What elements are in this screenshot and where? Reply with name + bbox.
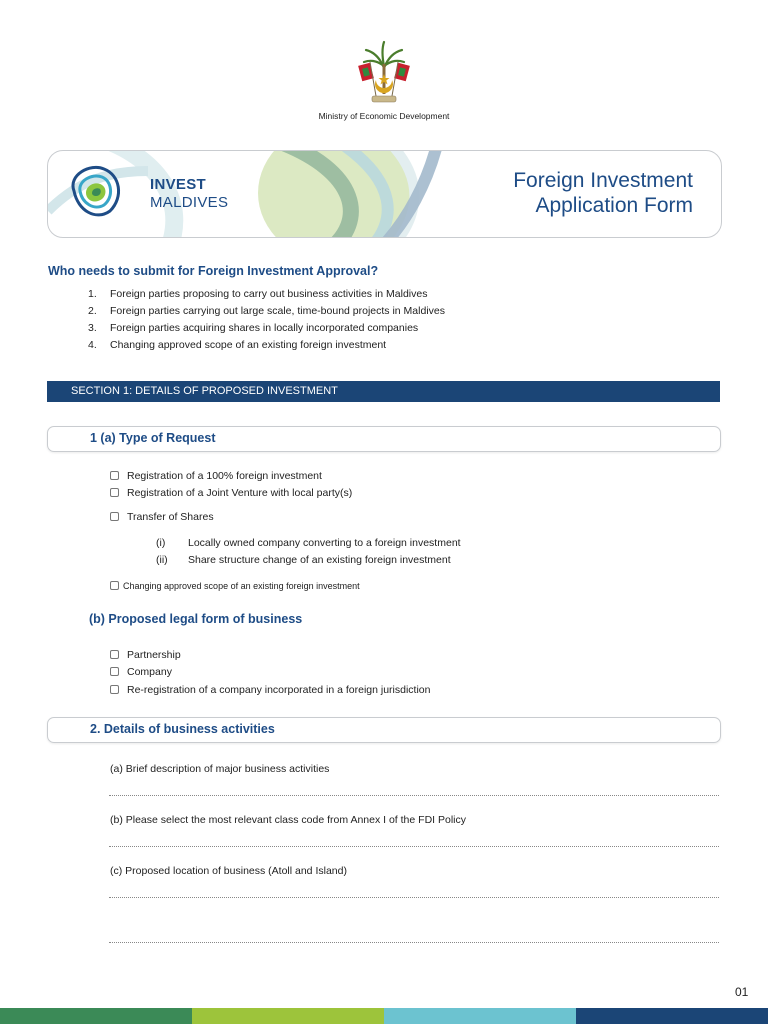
option-re-registration[interactable]: Re-registration of a company incorporated in a foreign jurisdiction [110,684,431,696]
who-needs-heading: Who needs to submit for Foreign Investment Approval? [48,264,379,278]
legal-form-heading: (b) Proposed legal form of business [89,612,303,626]
list-item: 3. Foreign parties acquiring shares in locally incorporated companies [88,322,419,334]
option-100-foreign[interactable]: Registration of a 100% foreign investment [110,470,322,482]
option-joint-venture[interactable]: Registration of a Joint Venture with local party(s) [110,487,352,499]
checkbox-icon[interactable] [110,650,119,659]
field-label-class-code: (b) Please select the most relevant class code from Annex I of the FDI Policy [110,814,466,826]
header-banner [47,150,722,238]
option-partnership[interactable]: Partnership [110,649,181,661]
checkbox-icon[interactable] [110,667,119,676]
footer-bar-green [0,1008,192,1024]
list-item: 2. Foreign parties carrying out large scale, time-bound projects in Maldives [88,305,445,317]
sub-option-share-structure: (ii) Share structure change of an existing foreign investment [156,554,451,566]
checkbox-icon[interactable] [110,512,119,521]
location-input-line-2[interactable] [109,942,719,943]
class-code-input-line[interactable] [109,846,719,847]
brand-invest: INVEST [150,176,206,193]
checkbox-icon[interactable] [110,685,119,694]
list-item: 4. Changing approved scope of an existing foreign investment [88,339,387,351]
checkbox-icon[interactable] [110,471,119,480]
option-company[interactable]: Company [110,666,172,678]
sub-option-local-converting: (i) Locally owned company converting to a foreign investment [156,537,461,549]
option-transfer-of-shares[interactable]: Transfer of Shares [110,511,214,523]
form-title-line1: Foreign Investment [513,169,693,192]
form-title-line2: Application Form [535,194,693,217]
location-input-line-1[interactable] [109,897,719,898]
brand-maldives: MALDIVES [150,194,229,211]
footer-bar-navy [576,1008,768,1024]
description-input-line[interactable] [109,795,719,796]
field-label-description: (a) Brief description of major business activities [110,763,330,775]
page-number: 01 [735,985,749,999]
national-emblem-icon [352,38,416,106]
footer-bar-lime [192,1008,384,1024]
list-item: 1. Foreign parties proposing to carry out business activities in Maldives [88,288,428,300]
field-label-location: (c) Proposed location of business (Atoll and Island) [110,865,347,877]
checkbox-icon[interactable] [110,488,119,497]
option-changing-scope[interactable]: Changing approved scope of an existing foreign investment [110,581,360,591]
business-activities-heading: 2. Details of business activities [47,717,721,743]
invest-maldives-logo-icon [66,161,124,221]
ministry-name: Ministry of Economic Development [318,111,450,121]
footer-bar-aqua [384,1008,576,1024]
checkbox-icon[interactable] [110,581,119,590]
section-1-header: SECTION 1: DETAILS OF PROPOSED INVESTMENT [47,381,720,402]
type-of-request-heading: 1 (a) Type of Request [47,426,721,452]
